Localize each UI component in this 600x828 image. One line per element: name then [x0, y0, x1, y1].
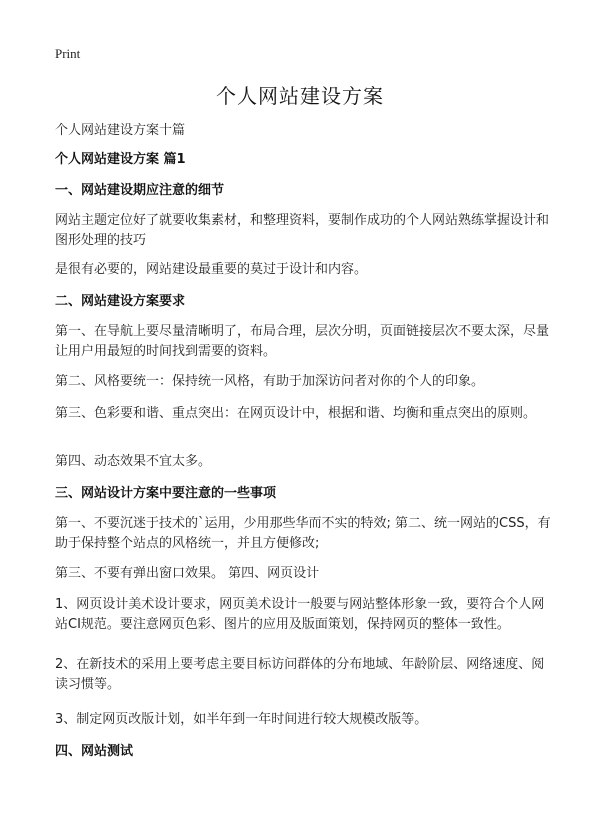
section-4-heading: 四、网站测试 — [55, 744, 134, 759]
section-1-paragraph-1: 网站主题定位好了就要收集素材，和整理资料，要制作成功的个人网站熟练掌握设计和图形处理的技巧 — [55, 213, 550, 248]
print-label: Print — [55, 46, 81, 61]
section-2-heading: 二、网站建设方案要求 — [55, 294, 186, 309]
section-2-paragraph-4: 第四、动态效果不宜太多。 — [55, 454, 212, 469]
section-3-paragraph-4: 2、在新技术的采用上要考虑主要目标访问群体的分布地域、年龄阶层、网络速度、阅读习惯等。 — [55, 657, 545, 692]
section-1-heading: 一、网站建设期应注意的细节 — [55, 183, 225, 198]
section-2-paragraph-2: 第二、风格要统一：保持统一风格，有助于加深访问者对你的个人的印象。 — [55, 374, 485, 389]
section-3-paragraph-3: 1、网页设计美术设计要求，网页美术设计一般要与网站整体形象一致，要符合个人网站CI规范。要注意网页色彩、图片的应用及版面策划，保持网页的整体一致性。 — [55, 597, 545, 632]
page-title: 个人网站建设方案 — [216, 84, 384, 108]
section-2-paragraph-1: 第一、在导航上要尽量清晰明了，布局合理，层次分明，页面链接层次不要太深，尽量让用户用最短的时间找到需要的资料。 — [55, 324, 550, 359]
section-3-paragraph-2: 第三、不要有弹出窗口效果。 第四、网页设计 — [55, 566, 320, 581]
part-heading: 个人网站建设方案 篇1 — [55, 152, 186, 167]
section-3-paragraph-5: 3、制定网页改版计划，如半年到一年时间进行较大规模改版等。 — [55, 712, 428, 727]
section-3-paragraph-1: 第一、不要沉迷于技术的`运用，少用那些华而不实的特效; 第二、统一网站的CSS，有助于保持整个站点的风格统一，并且方便修改; — [55, 516, 551, 551]
section-1-paragraph-2: 是很有必要的，网站建设最重要的莫过于设计和内容。 — [55, 262, 368, 277]
section-3-heading: 三、网站设计方案中要注意的一些事项 — [55, 486, 277, 501]
section-2-paragraph-3: 第三、色彩要和谐、重点突出：在网页设计中，根据和谐、均衡和重点突出的原则。 — [55, 406, 537, 421]
subtitle: 个人网站建设方案十篇 — [55, 123, 186, 138]
